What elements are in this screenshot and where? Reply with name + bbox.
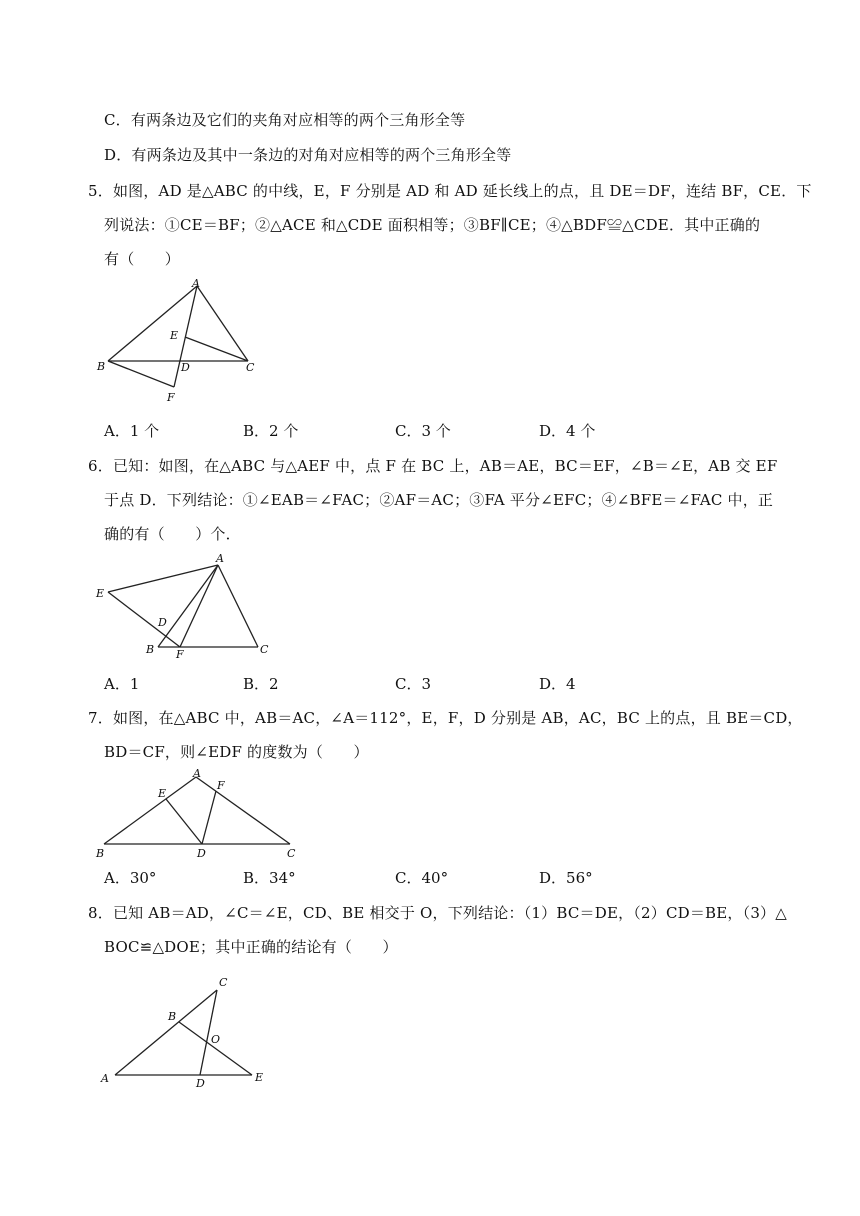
q6-segment-ef — [108, 592, 180, 647]
q6-figure — [90, 550, 280, 665]
q7-label-f: F — [217, 779, 225, 792]
q8-segment-ac — [115, 990, 217, 1075]
q7-stem-line-2: BD＝CF，则∠EDF 的度数为（ ） — [104, 743, 369, 761]
q8-label-e: E — [255, 1071, 264, 1084]
q5-label-c: C — [246, 361, 255, 374]
q7-segment-ab — [104, 777, 196, 844]
q5-label-e: E — [170, 329, 179, 342]
q7-label-e: E — [158, 787, 167, 800]
q5-option-c: C．3 个 — [395, 422, 451, 440]
q6-stem-line-1: 6．已知：如图，在△ABC 与△AEF 中，点 F 在 BC 上，AB＝AE，BC＝EF，∠B＝∠E，AB 交 EF — [88, 457, 778, 475]
q8-label-o: O — [211, 1033, 221, 1046]
q7-segment-ed — [166, 799, 202, 844]
q5-label-a: A — [192, 277, 200, 290]
q5-segment-ac — [197, 286, 248, 361]
q8-segment-be — [179, 1022, 252, 1075]
q7-segment-fd — [202, 791, 216, 844]
q7-label-b: B — [96, 847, 105, 860]
q8-stem-line-1: 8．已知 AB＝AD，∠C＝∠E，CD、BE 相交于 O，下列结论：（1）BC＝DE，（2）CD＝BE，（3）△ — [88, 904, 787, 922]
q6-label-b: B — [146, 643, 155, 656]
q8-figure — [95, 970, 280, 1090]
q6-option-a: A．1 — [104, 675, 140, 693]
q7-option-c: C．40° — [395, 869, 449, 887]
q7-label-d: D — [197, 847, 206, 860]
q7-stem-line-1: 7．如图，在△ABC 中，AB＝AC，∠A＝112°，E，F，D 分别是 AB，AC，BC 上的点，且 BE＝CD， — [88, 709, 803, 727]
q7-option-b: B．34° — [243, 869, 296, 887]
q6-label-d: D — [158, 616, 167, 629]
q6-label-a: A — [216, 552, 224, 565]
q7-label-a: A — [193, 767, 201, 780]
q7-label-c: C — [287, 847, 296, 860]
q7-figure — [90, 764, 310, 864]
q5-stem-line-1: 5．如图，AD 是△ABC 的中线，E，F 分别是 AD 和 AD 延长线上的点，且 DE＝DF，连结 BF，CE．下 — [88, 182, 812, 200]
q6-label-c: C — [260, 643, 269, 656]
q8-label-a: A — [101, 1072, 109, 1085]
q7-option-a: A．30° — [104, 869, 157, 887]
q5-option-d: D．4 个 — [539, 422, 596, 440]
q6-label-f: F — [176, 648, 184, 661]
q6-option-b: B．2 — [243, 675, 279, 693]
q5-option-b: B．2 个 — [243, 422, 299, 440]
q7-option-d: D．56° — [539, 869, 593, 887]
q6-option-c: C．3 — [395, 675, 432, 693]
q8-label-b: B — [168, 1010, 177, 1023]
q5-label-f: F — [167, 391, 175, 404]
q6-stem-line-3: 确的有（ ）个． — [104, 525, 241, 543]
q5-segment-ec — [185, 337, 248, 361]
q5-segment-ab — [108, 286, 197, 361]
q6-segment-ac — [218, 565, 258, 647]
q5-stem-line-3: 有（ ） — [104, 250, 181, 268]
prev-option-d: D．有两条边及其中一条边的对角对应相等的两个三角形全等 — [104, 146, 512, 164]
q6-option-d: D．4 — [539, 675, 576, 693]
q6-label-e: E — [96, 587, 105, 600]
q5-label-d: D — [181, 361, 190, 374]
q5-segment-bf — [108, 361, 174, 387]
q8-stem-line-2: BOC≌△DOE；其中正确的结论有（ ） — [104, 938, 398, 956]
prev-option-c: C．有两条边及它们的夹角对应相等的两个三角形全等 — [104, 111, 466, 129]
q5-figure — [90, 275, 270, 405]
q7-segment-ac — [196, 777, 290, 844]
q5-option-a: A．1 个 — [104, 422, 160, 440]
q8-label-d: D — [196, 1077, 205, 1090]
q8-label-c: C — [219, 976, 228, 989]
q6-stem-line-2: 于点 D．下列结论：①∠EAB＝∠FAC；②AF＝AC；③FA 平分∠EFC；④∠BFE＝∠FAC 中，正 — [104, 491, 774, 509]
q5-stem-line-2: 列说法：①CE＝BF；②△ACE 和△CDE 面积相等；③BF∥CE；④△BDF≌△CDE．其中正确的 — [104, 216, 761, 234]
q6-segment-af — [180, 565, 218, 647]
q5-label-b: B — [97, 360, 106, 373]
